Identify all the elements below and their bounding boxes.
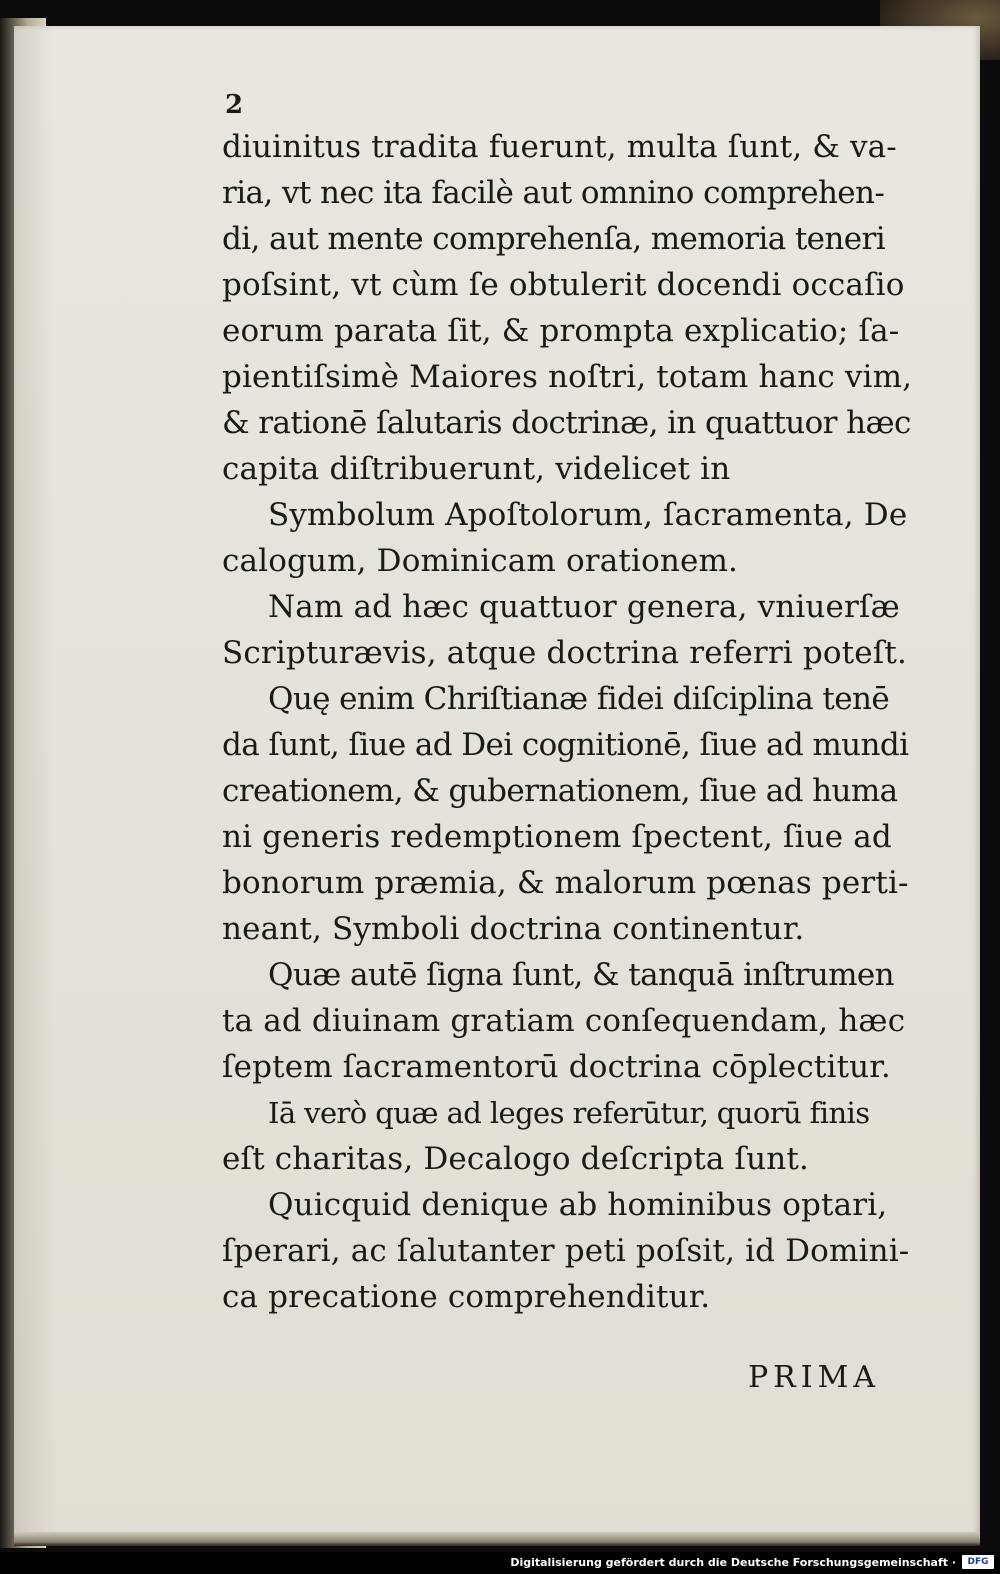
text-line: ſperari, ac ſalutanter peti poſsit, id Domini- bbox=[222, 1233, 910, 1269]
text-line: diuinitus tradita fuerunt, multa ſunt, & va- bbox=[222, 129, 897, 165]
text-line: pientiſsimè Maiores noſtri, totam hanc vim, bbox=[222, 359, 913, 395]
text-line: Quæ autē ſigna ſunt, & tanquā inſtrumen bbox=[268, 957, 894, 993]
body-text bbox=[222, 124, 912, 1320]
text-line: Quę enim Chriſtianæ fidei diſciplina tenē bbox=[268, 681, 890, 717]
catchword: PRIMA bbox=[748, 1360, 881, 1395]
text-line: ni generis redemptionem ſpectent, ſiue ad bbox=[222, 819, 892, 855]
text-line: & rationē ſalutaris doctrinæ, in quattuor hæc bbox=[222, 405, 911, 441]
text-line: ta ad diuinam gratiam conſequendam, hæc bbox=[222, 1003, 906, 1039]
text-line: calogum, Dominicam orationem. bbox=[222, 543, 739, 579]
text-line: creationem, & gubernationem, ſiue ad huma bbox=[222, 773, 898, 809]
text-line: bonorum præmia, & malorum pœnas perti- bbox=[222, 865, 909, 901]
text-line: Symbolum Apoſtolorum, ſacramenta, De bbox=[268, 497, 908, 533]
text-line: ria, vt nec ita facilè aut omnino comprehen- bbox=[222, 175, 885, 211]
text-line: eorum parata ſit, & prompta explicatio; ſa- bbox=[222, 313, 900, 349]
text-line: neant, Symboli doctrina continentur. bbox=[222, 911, 805, 947]
text-line: ca precatione comprehenditur. bbox=[222, 1279, 711, 1315]
page-number: 2 bbox=[225, 90, 244, 120]
dfg-logo: DFG bbox=[962, 1555, 994, 1569]
text-line: Quicquid denique ab hominibus optari, bbox=[268, 1187, 888, 1223]
page-bottom-edge bbox=[14, 1532, 980, 1546]
text-line: poſsint, vt cùm ſe obtulerit docendi occaſio bbox=[222, 267, 905, 303]
text-line: da ſunt, ſiue ad Dei cognitionē, ſiue ad mundi bbox=[222, 727, 909, 763]
text-line: capita diſtribuerunt, videlicet in bbox=[222, 451, 731, 487]
funding-credit: Digitalisierung gefördert durch die Deutsche Forschungsgemeinschaft · bbox=[510, 1556, 956, 1569]
text-line: Scripturævis, atque doctrina referri poteſt. bbox=[222, 635, 907, 671]
text-line: Iā verò quæ ad leges referūtur, quorū finis bbox=[268, 1096, 870, 1130]
text-line: di, aut mente comprehenſa, memoria teneri bbox=[222, 221, 886, 257]
text-line: eſt charitas, Decalogo deſcripta ſunt. bbox=[222, 1141, 810, 1177]
text-line: ſeptem ſacramentorū doctrina cōplectitur. bbox=[222, 1049, 891, 1085]
text-line: Nam ad hæc quattuor genera, vniuerſæ bbox=[268, 589, 900, 625]
